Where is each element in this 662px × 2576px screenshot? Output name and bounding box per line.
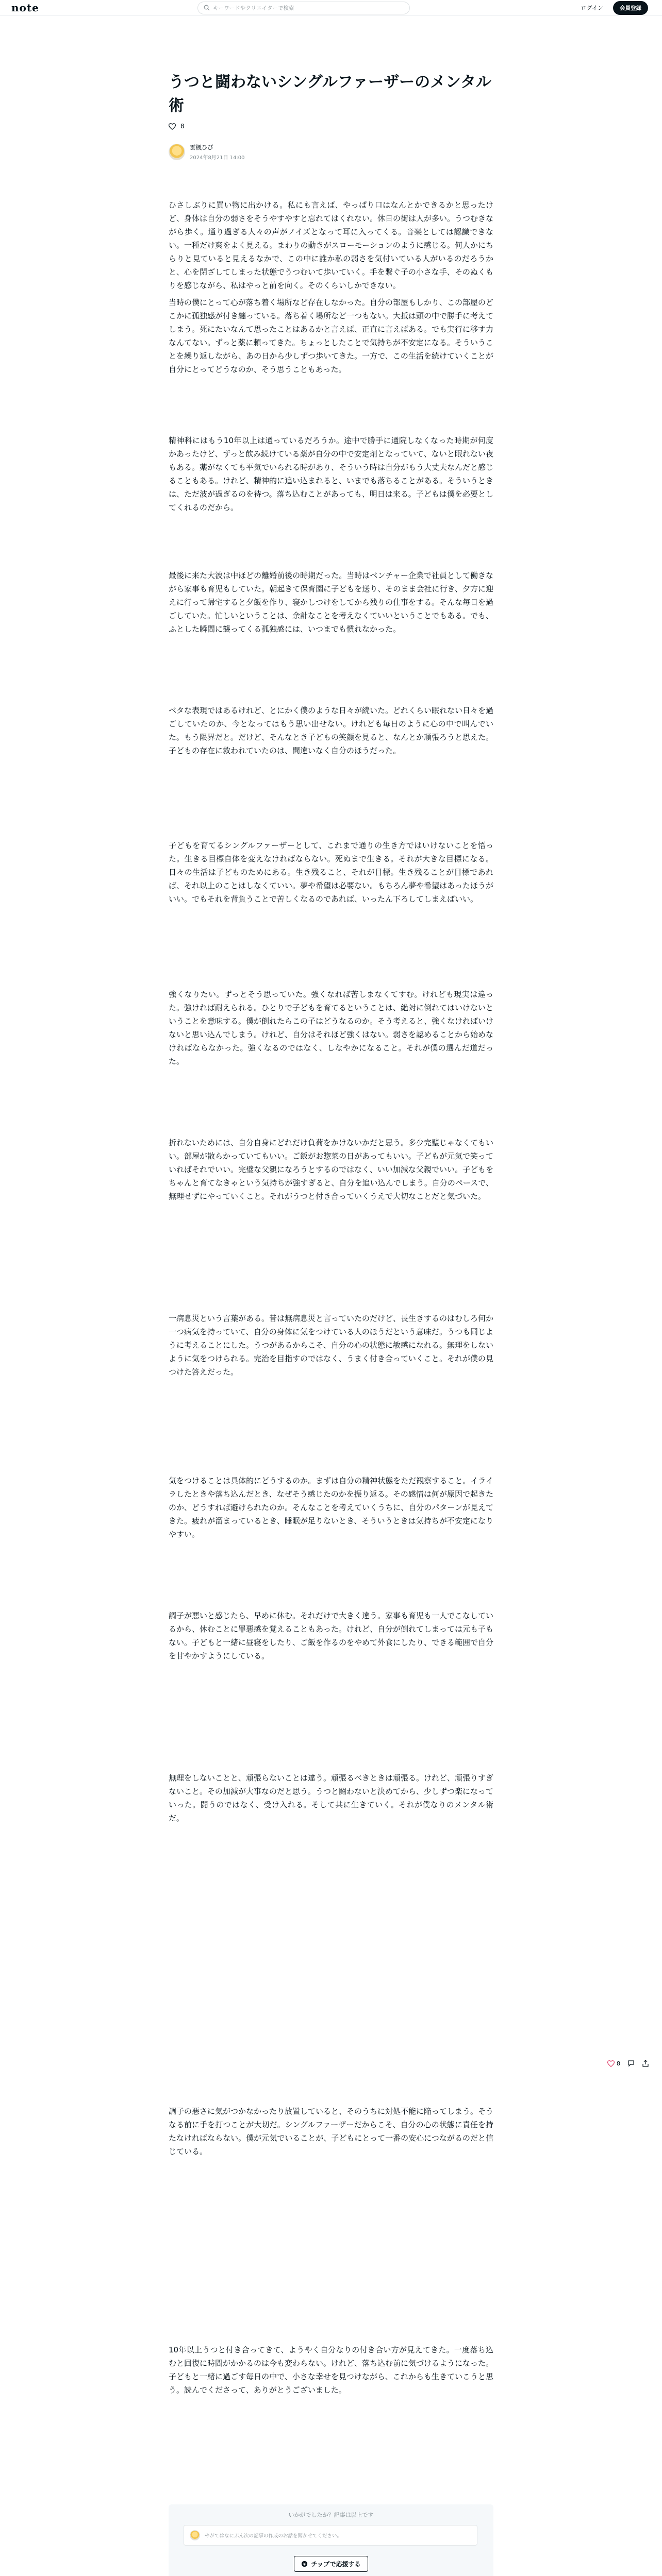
article-paragraph: ひさしぶりに買い物に出かける。私にも言えば、やっぱり口はなんとかできるかと思ったけど、身体は自分の弱さをそうやすやすと忘れてはくれない。休日の街は人が多い。うつむきながら歩く。通り過ぎる人々の声がノイズとなって耳に入ってくる。音楽としては認識できない。一種だけ爽をよく見える。まわりの動きがスローモーションのように感じる。何人かにちらりと見ていると見えるなかで、この中に誰か私の弱さを気付いている人がいるのだろうかと、心を閉ざしてしまった状態でうつむいて歩いていく。手を繋ぐ子の小さな手、そのぬくもりを感じながら、私はやっと前を向く。そのくらいしかできない。 [169,200,494,290]
side-like-count: 8 [617,2060,620,2067]
article-paragraph: 強くなりたい。ずっとそう思っていた。強くなれば苦しまなくてすむ。けれども現実は違った。強ければ耐えられる。ひとりで子どもを育てるということは、絶対に倒れてはいけないということを意味する。僕が倒れたらこの子はどうなるのか。そう考えると、強くなければいけないと思い込んでしまう。けれど、自分はそれほど強くはない。弱さを認めることから始めなければならなかった。強くなるのではなく、しなやかになること。それが僕の選んだ道だった。 [169,990,494,1066]
avatar[interactable] [169,144,185,160]
tip-heading: いかがでしたか？記事は以上です [288,2512,374,2518]
article-paragraph: 無理をしないことと、頑張らないことは違う。頑張るべきときは頑張る。けれど、頑張りすぎないこと。その加減が大事なのだと思う。うつと闘わないと決めてから、少しずつ楽になっていった。闘うのではなく、受け入れる。そして共に生きていく。それが僕なりのメンタル術だ。 [169,1773,494,1823]
svg-text:¥: ¥ [303,2562,306,2567]
login-link[interactable]: ログイン [581,5,603,11]
avatar [190,2530,200,2540]
coin-icon [301,2561,308,2567]
article-paragraph: 当時の僕にとって心が落ち着く場所など存在しなかった。自分の部屋もしかり、この部屋のどこかに孤独感が付き纏っている。落ち着く場所など一つもない。大抵は頭の中で勝手に考えてしまう。死にたいなんて思ったことはあるかと言えば、正直に言えばある。でも実行に移す力なんてない。ずっと薬に頼ってきた。ちょっとしたことで気持ちが不安定になる。そういうことを繰り返しながら、あの日から少しずつ歩いてきた。一方で、この生活を続けていくことが自分にとってどうなのか、そう思うこともあった。 [169,298,494,374]
article-paragraph: 精神科にはもう10年以上は通っているだろうか。途中で勝手に通院しなくなった時期が何度かあったけど、ずっと飲み続けている薬が自分の中で安定剤となっていて、ないと眠れない夜もある。薬がなくても平気でいられる時があり、そういう時は自分がもう大丈夫なんだと感じることもある。けれど、精神的に追い込まれると、いまでも落ちることがある。そういうときは、ただ波が過ぎるのを待つ。落ち込むことがあっても、明日は来る。子どもは僕を必要としてくれるのだから。 [169,436,494,512]
publish-date: 2024年8月21日 14:00 [190,155,245,161]
author-name[interactable]: 雲楓ひび [190,144,213,151]
article-paragraph: 10年以上うつと付き合ってきて、ようやく自分なりの付き合い方が見えてきた。一度落ち込むと回復に時間がかかるのは今も変わらない。けれど、落ち込む前に気づけるようになった。子どもと一緒に過ごす毎日の中で、小さな幸せを見つけながら、これからも生きていこうと思う。読んでくださって、ありがとうございました。 [169,2345,494,2395]
tip-message [184,2525,477,2546]
side-like-button[interactable] [607,2060,620,2067]
article-paragraph: 調子が悪いと感じたら、早めに休む。それだけで大きく違う。家事も育児も一人でこなしているから、休むことに罪悪感を覚えることもあった。けれど、自分が倒れてしまっては元も子もない。子どもと一緒に昼寝をしたり、ご飯を作るのをやめて外食にしたり、できる範囲で自分を甘やかすようにしている。 [169,1611,494,1660]
tip-message-text: やがてはなにぶん次の記事の作成のお話を聞かせてください。 [205,2533,342,2539]
heart-icon [169,123,176,130]
article-title: うつと闘わないシングルファーザーのメンタル術 [169,73,491,115]
search-icon [204,5,210,11]
note-logo[interactable]: note [11,2,39,14]
article-paragraph: 気をつけることは具体的にどうするのか。まずは自分の精神状態をただ観察すること。イライラしたときや落ち込んだとき、なぜそう感じたのかを振り返る。その感情は何が原因で起きたのか、どうすれば避けられたのか。そんなことを考えていくうちに、自分のパターンが見えてきた。疲れが溜まっているとき、睡眠が足りないとき、そういうときは気持ちが不安定になりやすい。 [169,1476,493,1539]
site-header [0,0,662,16]
tip-button[interactable] [294,2556,368,2572]
author-row[interactable] [169,143,245,161]
heart-icon [607,2060,615,2067]
search-box[interactable] [197,2,410,14]
floating-actions [607,2060,649,2067]
article-paragraph: 子どもを育てるシングルファーザーとして、これまで通りの生き方ではいけないことを悟った。生きる目標自体を変えなければならない。死ぬまで生きる。それが大きな目標になる。日々の生活は子どものためにある。生き残ること、それが目標。生き残ることが目標であれば、それ以上のことはしなくていい。夢や希望は必要ない。もちろん夢や希望はあったほうがいい。でもそれを背負うことで苦しくなるのであれば、いったん下ろしてしまえばいい。 [169,841,493,904]
share-icon[interactable] [642,2060,649,2067]
signup-button[interactable]: 会員登録 [613,1,648,15]
search-placeholder: キーワードやクリエイターで検索 [213,5,294,11]
article-paragraph: 調子の悪さに気がつかなかったり放置していると、そのうちに対処不能に陥ってしまう。そうなる前に手を打つことが大切だ。シングルファーザーだからこそ、自分の心の状態に責任を持たなければならない。僕が元気でいることが、子どもにとって一番の安心につながるのだと信じている。 [169,2107,494,2156]
comment-icon[interactable] [627,2060,635,2067]
like-count: 8 [180,123,185,130]
tip-button-label: チップで応援する [311,2561,361,2568]
article-paragraph: 最後に来た大波は中ほどの離婚前後の時期だった。当時はベンチャー企業で社員として働きながら家事も育児もしていた。朝起きて保育園に子どもを送り、そのまま会社に行き、夕方に迎えに行って帰宅すると夕飯を作り、寝かしつけをしてから残りの仕事をする。そんな毎日を過ごしていた。忙しいということは、余計なことを考えなくていいということでもある。でも、ふとした瞬間に襲ってくる孤独感には、いつまでも慣れなかった。 [169,571,494,634]
article-paragraph: 折れないためには、自分自身にどれだけ負荷をかけないかだと思う。多少完璧じゃなくてもいい。部屋が散らかっていてもいい。ご飯がお惣菜の日があってもいい。子どもが元気で笑っていればそれでいい。完璧な父親になろうとするのではなく、いい加減な父親でいい。子どもをちゃんと育てなきゃという気持ちが強すぎると、自分を追い込んでしまう。自分のペースで、無理せずにやっていくこと。それがうつと付き合っていくうえで大切なことだと気づいた。 [169,1138,494,1201]
article-paragraph: 一病息災という言葉がある。昔は無病息災と言っていたのだけど、長生きするのはむしろ何か一つ病気を持っていて、自分の身体に気をつけている人のほうだという意味だ。うつも同じように考えることにした。うつがあるからこそ、自分の心の状態に敏感になれる。無理をしないように気をつけられる。完治を目指すのではなく、うまく付き合っていくこと。それが僕の見つけた答えだった。 [169,1314,494,1377]
article-paragraph: ベタな表現ではあるけれど、とにかく僕のような日々が続いた。どれくらい眠れない日々を過ごしていたのか、今となってはもう思い出せない。けれども毎日のように心の中で叫んでいた。もう限界だと。だけど、そんなとき子どもの笑顔を見ると、なんとか頑張ろうと思えた。子どもの存在に救われていたのは、間違いなく自分のほうだった。 [169,706,494,755]
like-count-top[interactable] [169,123,185,130]
tip-section [169,2504,493,2576]
